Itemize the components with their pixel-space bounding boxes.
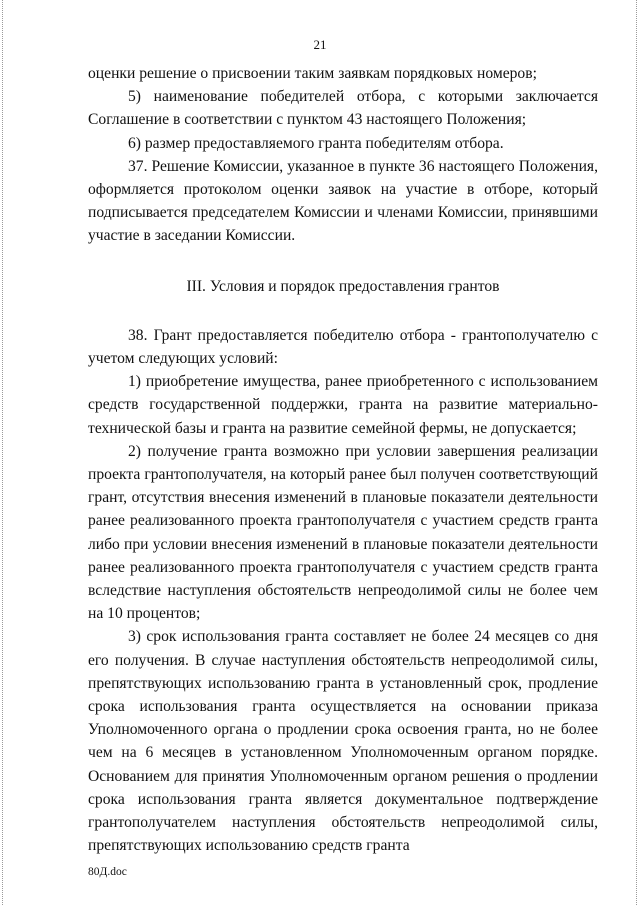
document-body: [88, 62, 598, 858]
paragraphs-top: [88, 62, 598, 248]
paragraph: 2) получение гранта возможно при условии завершения реализации проекта грантополучателя, на который ранее был получен соответствующий грант, отсутствия внесения изменений в плановые показатели деятельности ранее реализованного проекта грантополучателя с участием средств гранта либо при условии внесения изменений в плановые показатели деятельности ранее реализованного проекта грантополучателя с участием средств гранта вследствие наступления обстоятельств непреодолимой силы не более чем на 10 процентов;: [88, 442, 598, 623]
scan-edge-left: [2, 0, 4, 905]
paragraph: 1) приобретение имущества, ранее приобретенного с использованием средств государственной поддержки, гранта на развитие материально-технической базы и гранта на развитие семейной фермы, не допускается;: [88, 373, 598, 437]
scan-edge-right: [636, 0, 638, 905]
paragraphs-bottom: [88, 324, 598, 858]
paragraph: 38. Грант предоставляется победителю отбора - грантополучателю с учетом следующих условий:: [88, 326, 598, 368]
footer-filename: 80Д.doc: [88, 866, 127, 878]
paragraph: 37. Решение Комиссии, указанное в пункте 36 настоящего Положения, оформляется протоколом оценки заявок на участие в отборе, который подписывается председателем Комиссии и членами Комиссии, принявшими участие в заседании Комиссии.: [88, 157, 598, 245]
paragraph: 6) размер предоставляемого гранта победителям отбора.: [128, 134, 504, 152]
paragraph: 5) наименование победителей отбора, с которыми заключается Соглашение в соответствии с пунктом 43 настоящего Положения;: [88, 88, 598, 129]
paragraph: 3) срок использования гранта составляет не более 24 месяцев со дня его получения. В случае наступления обстоятельств непреодолимой силы, препятствующих использованию гранта в установленный срок, продление срока использования гранта осуществляется на основании приказа Уполномоченного органа о продлении срока освоения гранта, но не более чем на 6 месяцев в установленном Уполномоченным органом порядке. Основанием для принятия Уполномоченным органом решения о продлении срока использования гранта является документальное подтверждение грантополучателем наступления обстоятельств непреодолимой силы, препятствующих использованию средств гранта: [88, 628, 598, 855]
section-heading: III. Условия и порядок предоставления грантов: [186, 277, 500, 295]
paragraph: оценки решение о присвоении таким заявкам порядковых номеров;: [88, 65, 537, 82]
page-number: 21: [313, 37, 327, 52]
